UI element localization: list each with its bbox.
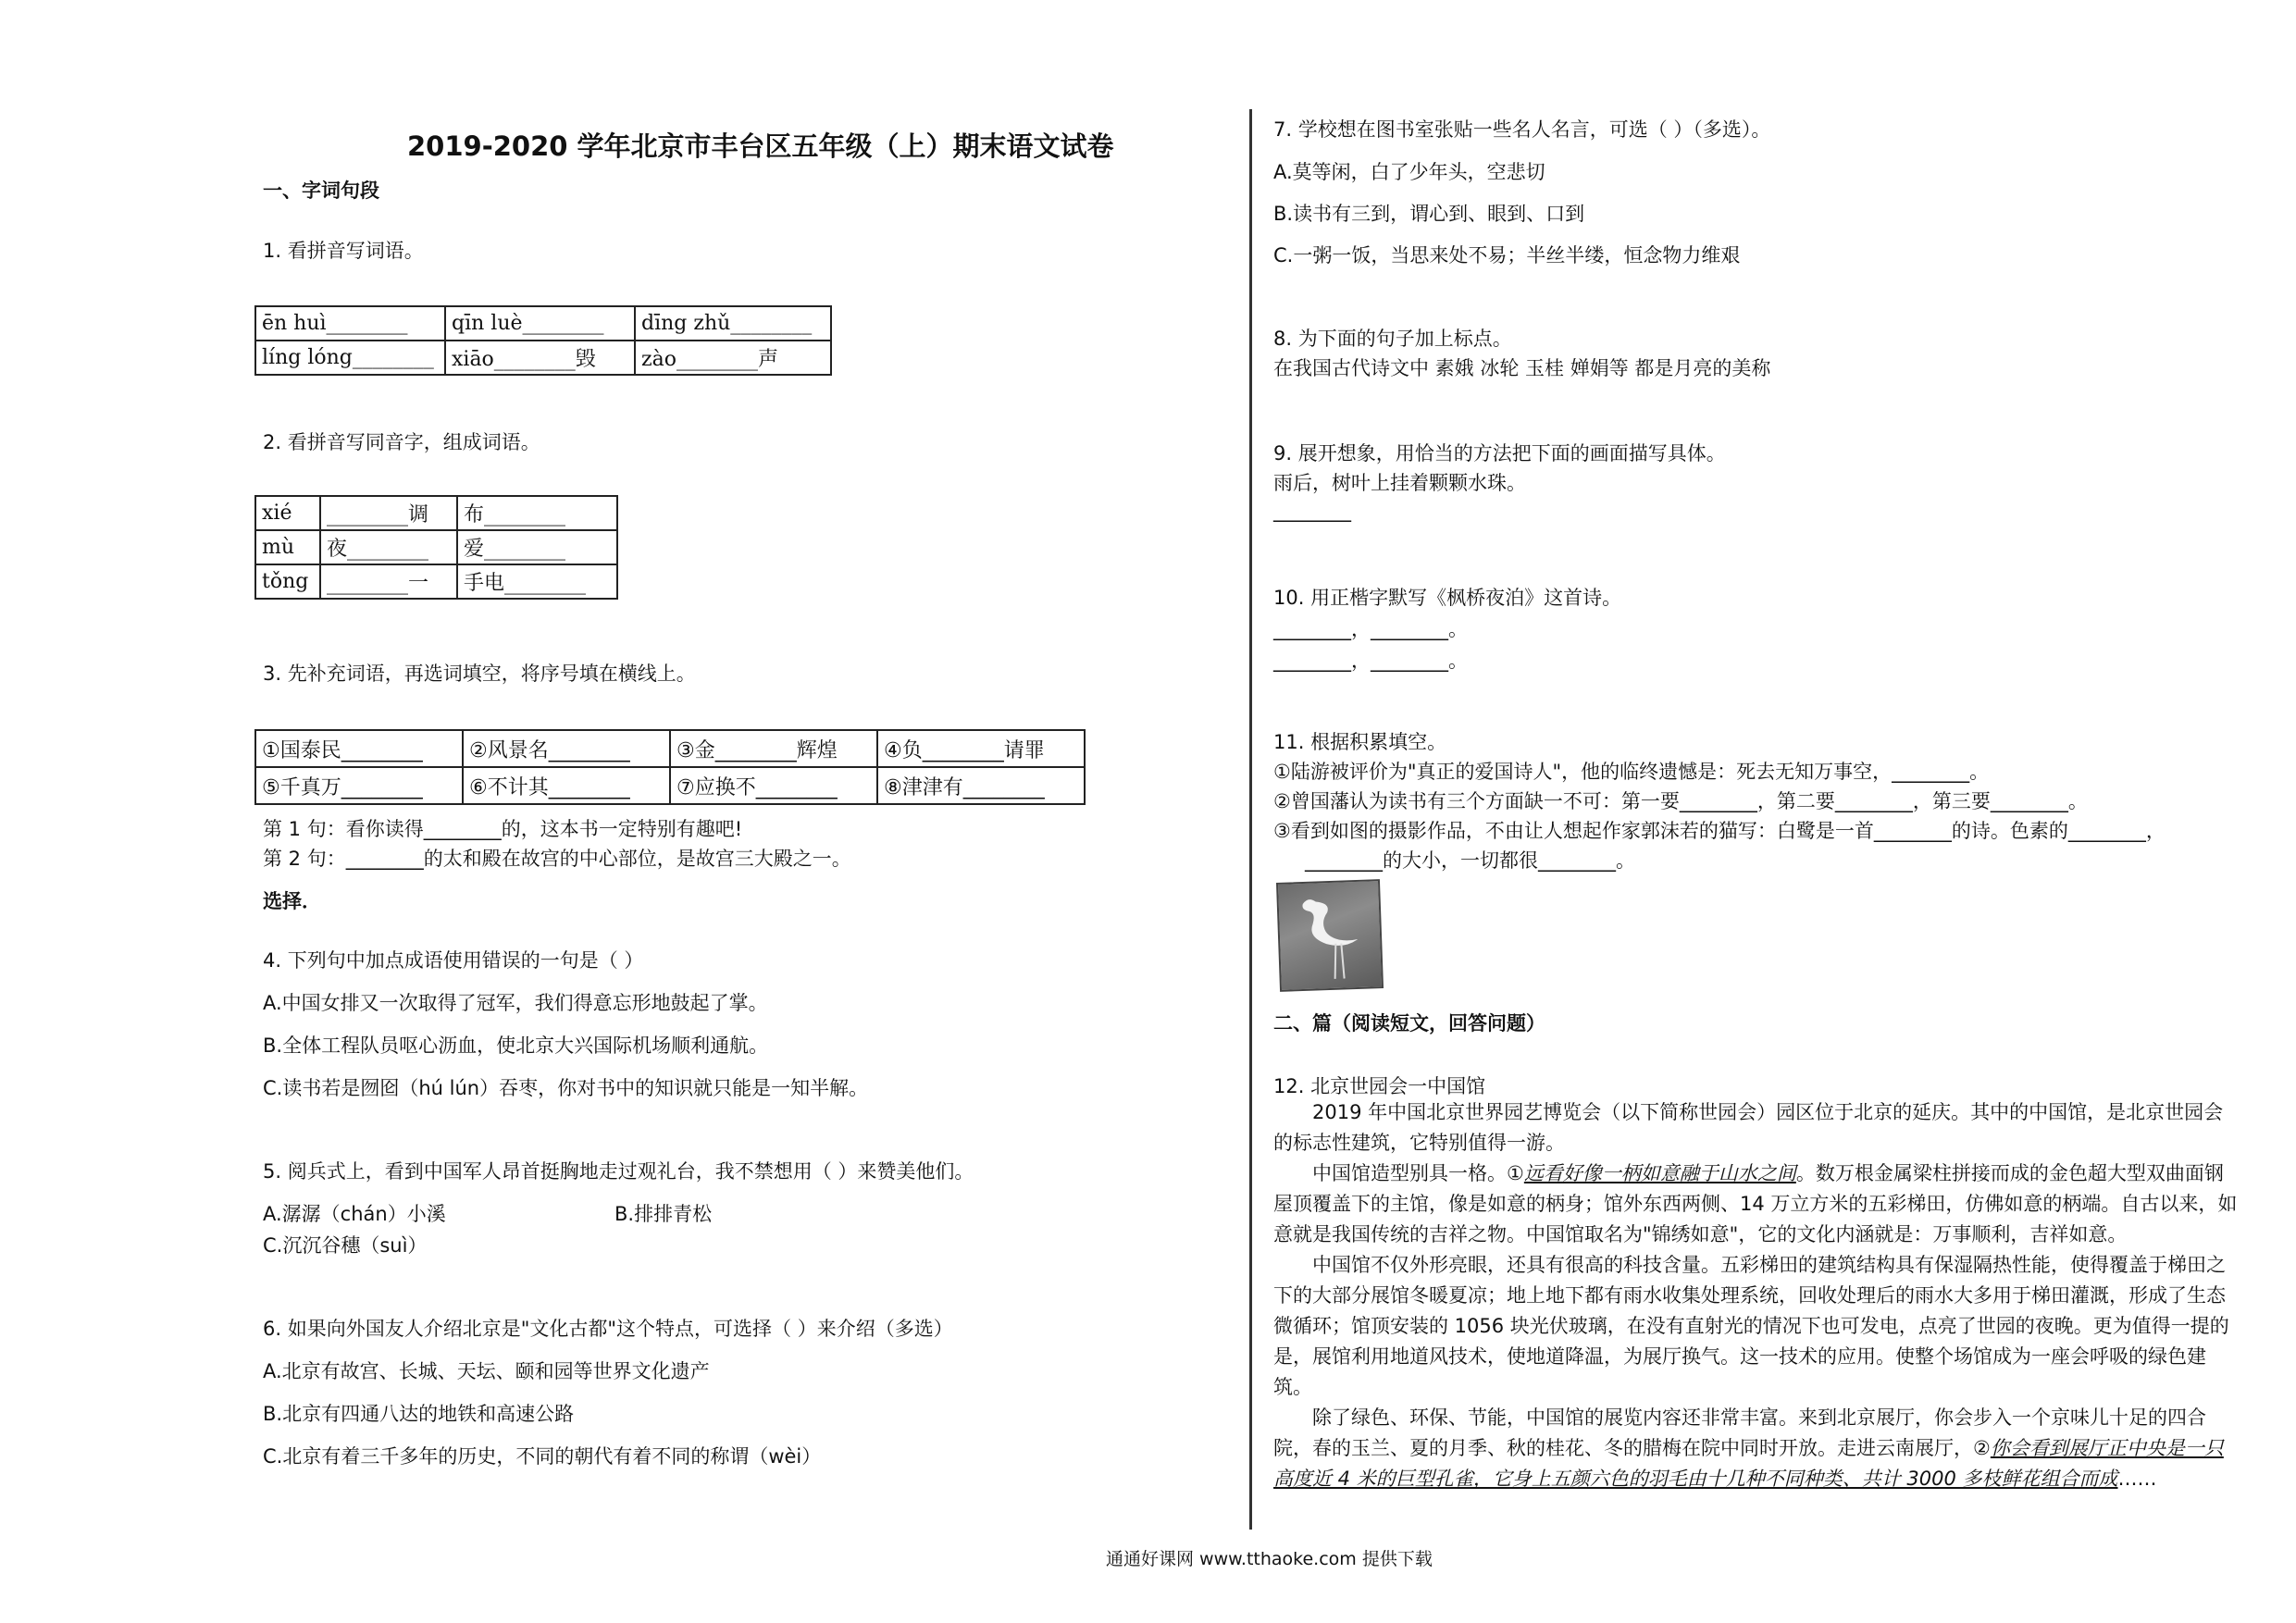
q4-option-c: C.读书若是囫囵（hú lún）吞枣，你对书中的知识就只能是一知半解。: [263, 1077, 869, 1099]
q5-option-b: B.排排青松: [614, 1203, 713, 1225]
q11-item-3: ③看到如图的摄影作品，不由让人想起作家郭沫若的猫写：白鹭是一首________的诗。色素的________，: [1273, 820, 2166, 842]
table-cell: ⑤千真万________: [255, 767, 463, 804]
q3-prompt: 3. 先补充词语，再选词填空，将序号填在横线上。: [263, 663, 696, 685]
table-cell: ②风景名________: [463, 730, 670, 767]
q6-prompt: 6. 如果向外国友人介绍北京是"文化古都"这个特点，可选择（ ）来介绍（多选）: [263, 1318, 953, 1340]
q5-prompt: 5. 阅兵式上，看到中国军人昂首挺胸地走过观礼台，我不禁想用（ ）来赞美他们。: [263, 1160, 974, 1183]
section-heading-choice: 选择．: [263, 890, 321, 912]
reading-passage: [1273, 1097, 2240, 1494]
q4-option-b: B.全体工程队员呕心沥血，使北京大兴国际机场顺利通航。: [263, 1035, 769, 1057]
q10-line-1: ________，________。: [1273, 618, 1468, 640]
q3-sentence-2: 第 2 句：________的太和殿在故宫的中心部位，是故宫三大殿之一。: [263, 848, 851, 870]
q12-heading: 12. 北京世园会一中国馆: [1273, 1075, 1486, 1097]
passage-paragraph-3: 中国馆不仅外形亮眼，还具有很高的科技含量。五彩梯田的建筑结构具有保湿隔热性能，使得覆盖于梯田之下的大部分展馆冬暖夏凉；地上地下都有雨水收集处理系统，回收处理后的雨水大多用于梯田灌溉，形成了生态微循环；馆顶安装的 1056 块光伏玻璃，在没有直射光的情况下也可发电，点亮了世园的夜晚。更为值得一提的是，展馆利用地道风技术，使地道降温，为展厅换气。这一技术的应用。使整个场馆成为一座会呼吸的绿色建筑。: [1273, 1254, 2229, 1398]
q8-sentence: 在我国古代诗文中 素娥 冰轮 玉桂 婵娟等 都是月亮的美称: [1273, 357, 1771, 379]
q10-prompt: 10. 用正楷字默写《枫桥夜泊》这首诗。: [1273, 587, 1622, 609]
q9-sentence: 雨后，树叶上挂着颗颗水珠。: [1273, 472, 1526, 494]
q6-option-c: C.北京有着三千多年的历史，不同的朝代有着不同的称谓（wèi）: [263, 1445, 822, 1468]
table-cell: 布________: [457, 496, 617, 530]
table-cell: 爱________: [457, 530, 617, 564]
section-heading-2: 二、篇（阅读短文，回答问题）: [1273, 1012, 1545, 1035]
page-title: 2019-2020 学年北京市丰台区五年级（上）期末语文试卷: [407, 130, 1114, 162]
q1-table: [254, 305, 832, 376]
q6-option-a: A.北京有故宫、长城、天坛、颐和园等世界文化遗产: [263, 1360, 710, 1382]
table-row: [255, 564, 617, 599]
q3-table: [254, 729, 1086, 805]
table-cell: 手电________: [457, 564, 617, 599]
egret-icon: [1278, 881, 1382, 990]
table-cell: 夜________: [320, 530, 457, 564]
table-cell: mù: [255, 530, 320, 564]
table-cell: ________一: [320, 564, 457, 599]
q5-option-a: A.潺潺（chán）小溪: [263, 1203, 446, 1225]
section-heading-1: 一、字词句段: [263, 180, 379, 202]
p4-text-a: 除了绿色、环保、节能，中国馆的展览内容还非常丰富。来到北京展厅，你会步入一个京味儿十足的四合院，春的玉兰、夏的月季、秋的桂花、冬的腊梅在院中同时开放。走进云南展厅，②: [1273, 1406, 2206, 1459]
table-cell: tǒng: [255, 564, 320, 599]
p4-text-b: ……: [2117, 1468, 2157, 1490]
q7-option-c: C.一粥一饭，当思来处不易；半丝半缕，恒念物力维艰: [1273, 244, 1741, 266]
q9-prompt: 9. 展开想象，用恰当的方法把下面的画面描写具体。: [1273, 442, 1726, 465]
passage-paragraph-2: [1273, 1158, 2240, 1250]
q4-prompt: 4. 下列句中加点成语使用错误的一句是（ ）: [263, 949, 644, 972]
table-cell: ①国泰民________: [255, 730, 463, 767]
q3-sentence-1: 第 1 句：看你读得________的，这本书一定特别有趣吧!: [263, 818, 743, 840]
q10-line-2: ________，________。: [1273, 650, 1468, 672]
table-cell: qīn luè________: [445, 306, 635, 341]
underlined-sentence-2: 你会看到展厅正中央是一只高度近 4 米的巨型孔雀，它身上五颜六色的羽毛由十几种不同种类、共计 3000 多枝鲜花组合而成: [1273, 1437, 2224, 1490]
table-cell: ⑥不计其________: [463, 767, 670, 804]
table-row: [255, 730, 1085, 767]
q1-prompt: 1. 看拼音写词语。: [263, 240, 424, 262]
table-cell: xié: [255, 496, 320, 530]
table-cell: ⑧津津有________: [877, 767, 1085, 804]
page-footer: 通通好课网 www.tthaoke.com 提供下载: [1106, 1549, 1433, 1569]
q2-prompt: 2. 看拼音写同音字，组成词语。: [263, 431, 540, 453]
q11-prompt: 11. 根据积累填空。: [1273, 731, 1447, 753]
table-cell: ēn huì________: [255, 306, 445, 341]
p2-text-b: 。数万根金属梁柱拼接而成的金色超大型双曲面钢屋顶覆盖下的主馆，像是如意的柄身；馆外东西两侧、14 万立方米的五彩梯田，仿佛如意的柄端。自古以来，如意就是我国传统的吉祥之物。中国馆取名为"锦绣如意"，它的文化内涵就是：万事顺利，吉祥如意。: [1273, 1162, 2238, 1245]
q7-option-b: B.读书有三到，谓心到、眼到、口到: [1273, 203, 1585, 225]
table-row: [255, 530, 617, 564]
q2-table: [254, 495, 618, 600]
table-cell: líng lóng________: [255, 341, 445, 375]
table-cell: zào________声: [635, 341, 831, 375]
q5-option-c: C.沉沉谷穗（suì）: [263, 1234, 428, 1257]
p2-text-a: 中国馆造型别具一格。①: [1312, 1162, 1524, 1184]
egret-photo: [1276, 879, 1384, 992]
passage-paragraph-1: 2019 年中国北京世界园艺博览会（以下简称世园会）园区位于北京的延庆。其中的中国馆，是北京世园会的标志性建筑，它特别值得一游。: [1273, 1101, 2224, 1154]
q7-prompt: 7. 学校想在图书室张贴一些名人名言，可选（ ）（多选）。: [1273, 118, 1771, 141]
q6-option-b: B.北京有四通八达的地铁和高速公路: [263, 1403, 575, 1425]
underlined-sentence-1: 远看好像一柄如意融于山水之间: [1523, 1162, 1796, 1184]
column-divider: [1249, 109, 1252, 1530]
table-cell: dīng zhǔ________: [635, 306, 831, 341]
table-cell: ________调: [320, 496, 457, 530]
q4-option-a: A.中国女排又一次取得了冠军，我们得意忘形地鼓起了掌。: [263, 992, 768, 1014]
table-cell: xiāo________毁: [445, 341, 635, 375]
q8-prompt: 8. 为下面的句子加上标点。: [1273, 328, 1512, 350]
q7-option-a: A.莫等闲，白了少年头，空悲切: [1273, 161, 1545, 183]
table-row: [255, 767, 1085, 804]
table-row: [255, 341, 831, 375]
q11-item-2: ②曾国藩认为读书有三个方面缺一不可：第一要________，第二要________，第三要________。: [1273, 790, 2088, 812]
passage-paragraph-4: [1273, 1403, 2240, 1494]
q11-item-3-cont: ________的大小，一切都很________。: [1305, 849, 1635, 872]
table-cell: ④负________请罪: [877, 730, 1085, 767]
table-cell: ⑦应换不________: [670, 767, 877, 804]
q9-answer-blank: ________: [1273, 500, 1351, 522]
table-row: [255, 306, 831, 341]
table-row: [255, 496, 617, 530]
q11-item-1: ①陆游被评价为"真正的爱国诗人"，他的临终遗憾是：死去无知万事空，________。: [1273, 761, 1990, 783]
table-cell: ③金________辉煌: [670, 730, 877, 767]
